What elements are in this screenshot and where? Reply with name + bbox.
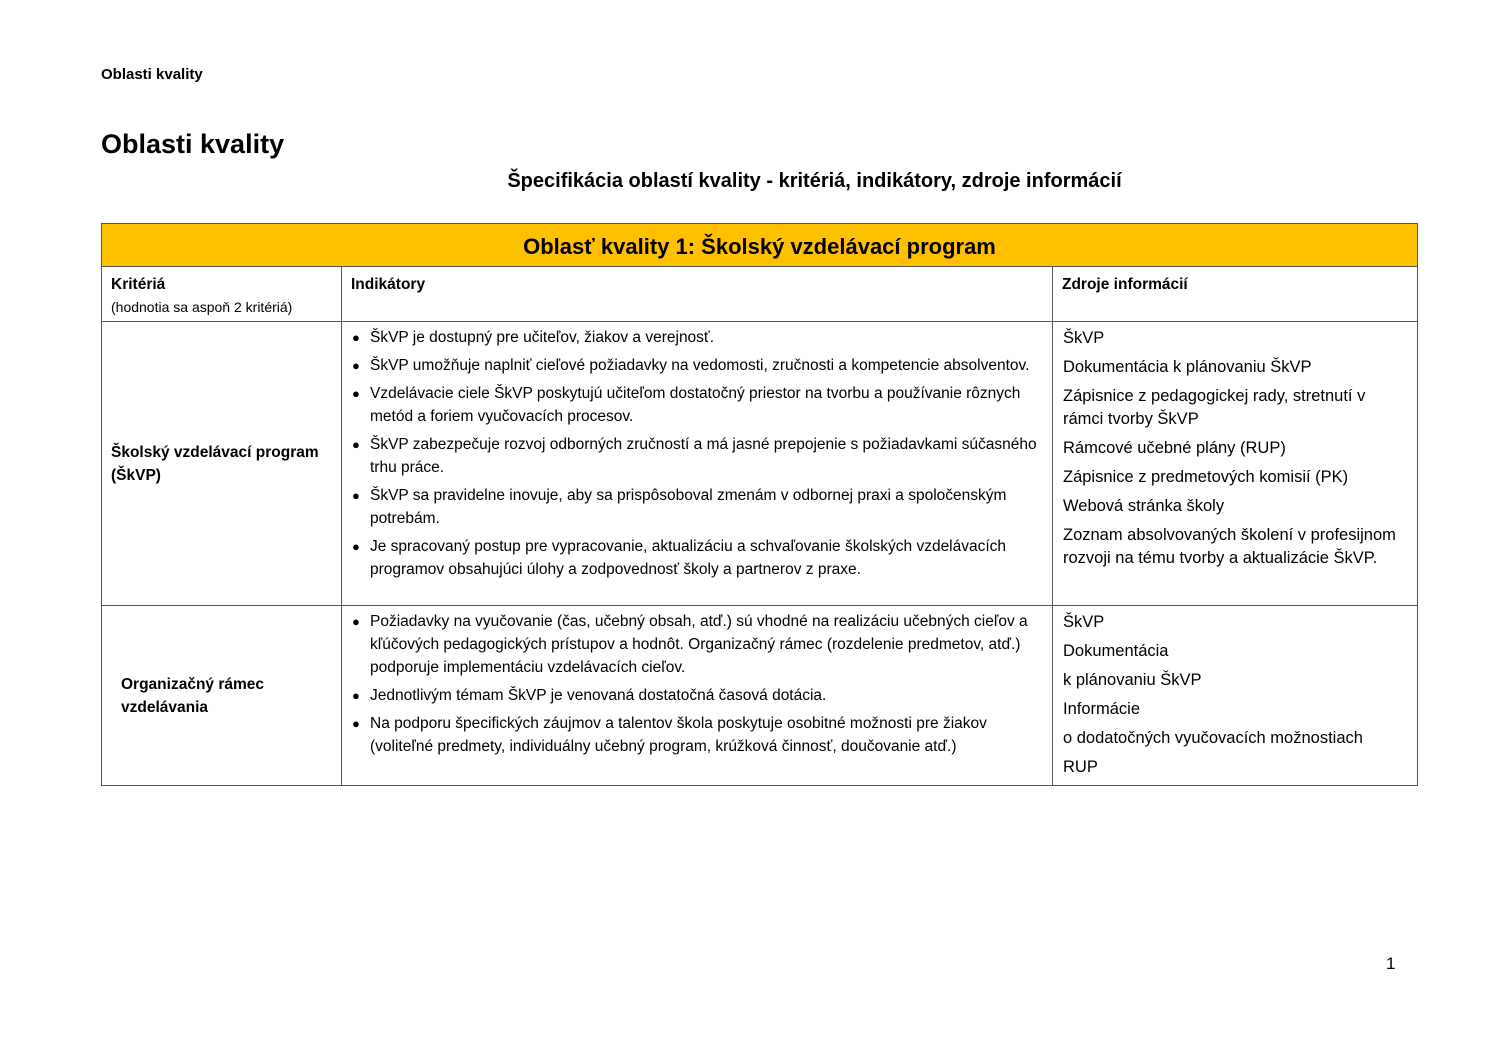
- bullet-icon: ●: [352, 716, 360, 731]
- table-banner: Oblasť kvality 1: Školský vzdelávací program: [102, 224, 1418, 267]
- list-item: Dokumentácia: [1063, 642, 1169, 660]
- indicator-list: [342, 322, 1052, 581]
- sources-cell: [1053, 322, 1418, 606]
- criteria-header-label: Kritériá: [111, 276, 166, 293]
- list-item: ● ŠkVP sa pravidelne inovuje, aby sa prispôsoboval zmenám v odbornej praxi a spoločenským potrebám.: [352, 484, 1042, 530]
- running-header: Oblasti kvality: [101, 66, 203, 83]
- list-item: ● Na podporu špecifických záujmov a talentov škola poskytuje osobitné možnosti pre žiakov (voliteľné predmety, individuálny učebný program, krúžková činnosť, doučovanie atď.): [352, 712, 1042, 758]
- list-item: RUP: [1063, 758, 1098, 776]
- quality-area-table: [101, 223, 1418, 786]
- page-title: Oblasti kvality: [101, 129, 285, 159]
- list-item: Rámcové učebné plány (RUP): [1063, 439, 1286, 457]
- list-item: Informácie: [1063, 700, 1141, 718]
- list-item: Zápisnice z predmetových komisií (PK): [1063, 468, 1349, 486]
- bullet-icon: ●: [352, 488, 360, 503]
- list-item: ● ŠkVP je dostupný pre učiteľov, žiakov a verejnosť.: [352, 326, 1042, 349]
- page-subtitle: Špecifikácia oblastí kvality - kritériá, indikátory, zdroje informácií: [507, 170, 1122, 192]
- criterion-cell: Organizačný rámec vzdelávania: [102, 606, 342, 786]
- list-item: ŠkVP: [1063, 329, 1105, 347]
- criterion-cell: Školský vzdelávací program (ŠkVP): [102, 322, 342, 606]
- table-row: [102, 606, 1418, 786]
- column-header-indicators: Indikátory: [342, 267, 1053, 322]
- column-header-sources: Zdroje informácií: [1053, 267, 1418, 322]
- list-item: o dodatočných vyučovacích možnostiach: [1063, 729, 1363, 747]
- list-item: Zoznam absolvovaných školení v profesijnom rozvoji na tému tvorby a aktualizácie ŠkVP.: [1063, 526, 1396, 567]
- list-item: k plánovaniu ŠkVP: [1063, 671, 1202, 689]
- source-list: [1053, 322, 1417, 570]
- list-item: ● ŠkVP umožňuje naplniť cieľové požiadavky na vedomosti, zručnosti a kompetencie absolventov.: [352, 354, 1042, 377]
- list-item: ● Požiadavky na vyučovanie (čas, učebný obsah, atď.) sú vhodné na realizáciu učebných cieľov a kľúčových pedagogických prístupov a hodnôt. Organizačný rámec (rozdelenie predmetov, atď.) podporuje implementáciu vzdelávacích cieľov.: [352, 610, 1042, 679]
- bullet-icon: ●: [352, 614, 360, 629]
- indicator-list: [342, 606, 1052, 758]
- indicators-cell: [342, 606, 1053, 786]
- list-item: ● Vzdelávacie ciele ŠkVP poskytujú učiteľom dostatočný priestor na tvorbu a používanie rôznych metód a foriem vyučovacích procesov.: [352, 382, 1042, 428]
- list-item: Zápisnice z pedagogickej rady, stretnutí v rámci tvorby ŠkVP: [1063, 387, 1366, 428]
- bullet-icon: ●: [352, 330, 360, 345]
- list-item: Dokumentácia k plánovaniu ŠkVP: [1063, 358, 1312, 376]
- list-item: ● Jednotlivým témam ŠkVP je venovaná dostatočná časová dotácia.: [352, 684, 1042, 707]
- list-item: ● ŠkVP zabezpečuje rozvoj odborných zručností a má jasné prepojenie s požiadavkami súčasného trhu práce.: [352, 433, 1042, 479]
- indicators-cell: [342, 322, 1053, 606]
- criteria-header-note: (hodnotia sa aspoň 2 kritériá): [111, 299, 293, 315]
- bullet-icon: ●: [352, 437, 360, 452]
- list-item: Webová stránka školy: [1063, 497, 1225, 515]
- bullet-icon: ●: [352, 386, 360, 401]
- page-number: 1: [1386, 954, 1396, 973]
- list-item: ● Je spracovaný postup pre vypracovanie, aktualizáciu a schvaľovanie školských vzdelávacích programov obsahujúci úlohy a zodpovednosť školy a partnerov z praxe.: [352, 535, 1042, 581]
- table-row: [102, 322, 1418, 606]
- sources-cell: [1053, 606, 1418, 786]
- column-header-criteria: [102, 267, 342, 322]
- bullet-icon: ●: [352, 688, 360, 703]
- bullet-icon: ●: [352, 358, 360, 373]
- list-item: ŠkVP: [1063, 613, 1105, 631]
- bullet-icon: ●: [352, 539, 360, 554]
- source-list: [1053, 606, 1417, 779]
